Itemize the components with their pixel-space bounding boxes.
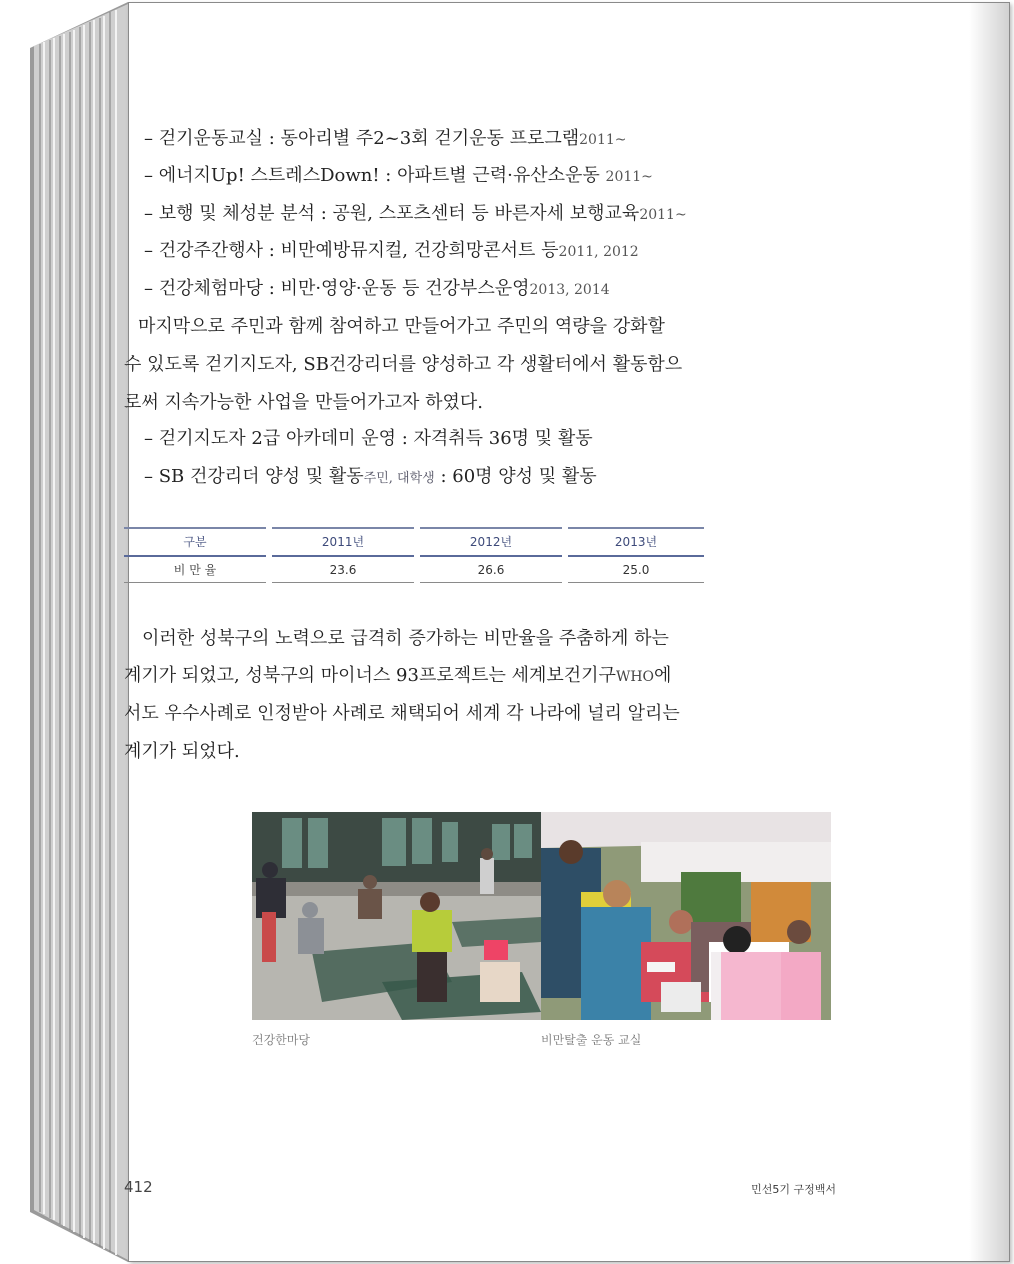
bullet-text: – 보행 및 체성분 분석 : 공원, 스포츠센터 등 바른자세 보행교육 xyxy=(144,203,640,224)
bullet-year: 2011~ xyxy=(579,132,627,148)
table-bottom-rule xyxy=(568,582,704,583)
paragraph-line xyxy=(124,661,671,687)
bullet-text: – 건강주간행사 : 비만예방뮤지컬, 건강희망콘서트 등 xyxy=(144,240,559,261)
bullet-year: 2011, 2012 xyxy=(558,244,639,260)
table-bottom-rule xyxy=(272,582,414,583)
paragraph-line: 로써 지속가능한 사업을 만들어가고자 하였다. xyxy=(124,392,483,413)
bullet-walking-class xyxy=(144,124,627,150)
table-header-2011: 2011년 xyxy=(321,535,365,549)
paragraph-line: 서도 우수사례로 인정받아 사례로 채택되어 세계 각 나라에 널리 알리는 xyxy=(124,703,680,724)
table-header-2012: 2012년 xyxy=(469,535,513,549)
bullet-year: 2011~ xyxy=(639,207,687,223)
photo-obesity-exercise-class xyxy=(541,812,831,1020)
paragraph-line: 수 있도록 걷기지도자, SB건강리더를 양성하고 각 생활터에서 활동함으 xyxy=(124,354,683,375)
bullet-text: – 에너지Up! 스트레스Down! : 아파트별 근력·유산소운동 xyxy=(144,165,606,186)
book-title: 민선5기 구정백서 xyxy=(751,1183,836,1196)
page-shadow xyxy=(969,3,1009,1261)
paragraph-line: 이러한 성북구의 노력으로 급격히 증가하는 비만율을 주춤하게 하는 xyxy=(142,628,669,649)
bullet-text: – 건강체험마당 : 비만·영양·운동 등 건강부스운영 xyxy=(144,278,530,299)
paragraph-text: 계기가 되었고, 성북구의 마이너스 93프로젝트는 세계보건기구 xyxy=(124,665,616,686)
bullet-walking-leader xyxy=(144,424,593,450)
bullet-text: – 걷기운동교실 : 동아리별 주2~3회 걷기운동 프로그램 xyxy=(144,128,580,149)
table-bottom-rule xyxy=(420,582,562,583)
bullet-text: – 걷기지도자 2급 아카데미 운영 : 자격취득 36명 및 활동 xyxy=(144,428,593,449)
table-row-label: 비 만 율 xyxy=(173,563,217,577)
table-header-2013: 2013년 xyxy=(614,535,658,549)
paragraph-text: 에 xyxy=(654,665,672,686)
bullet-text: : 60명 양성 및 활동 xyxy=(434,466,597,487)
table-header-category: 구분 xyxy=(183,535,207,549)
table-cell-2011: 23.6 xyxy=(329,563,357,577)
bullet-year: 2013, 2014 xyxy=(529,282,610,298)
bullet-energy-up xyxy=(144,161,653,187)
bullet-year: 2011~ xyxy=(605,169,653,185)
bullet-subnote: 주민, 대학생 xyxy=(363,471,435,486)
bullet-sb-leader xyxy=(144,462,597,488)
table-cell-2012: 26.6 xyxy=(477,563,505,577)
photo-health-yard xyxy=(252,812,541,1020)
book-page-stack xyxy=(0,0,140,1264)
paragraph-line: 마지막으로 주민과 함께 참여하고 만들어가고 주민의 역량을 강화할 xyxy=(138,316,665,337)
bullet-health-week xyxy=(144,236,639,262)
table-cell-2013: 25.0 xyxy=(622,563,650,577)
page-number: 412 xyxy=(124,1178,153,1196)
bullet-gait-analysis xyxy=(144,199,687,225)
who-abbrev: WHO xyxy=(615,669,655,685)
table-bottom-rule xyxy=(124,582,266,583)
caption-health-yard: 건강한마당 xyxy=(252,1033,310,1047)
bullet-health-experience xyxy=(144,274,610,300)
paragraph-line: 계기가 되었다. xyxy=(124,741,240,762)
bullet-text: – SB 건강리더 양성 및 활동 xyxy=(144,466,364,487)
caption-obesity-class: 비만탈출 운동 교실 xyxy=(541,1033,642,1047)
